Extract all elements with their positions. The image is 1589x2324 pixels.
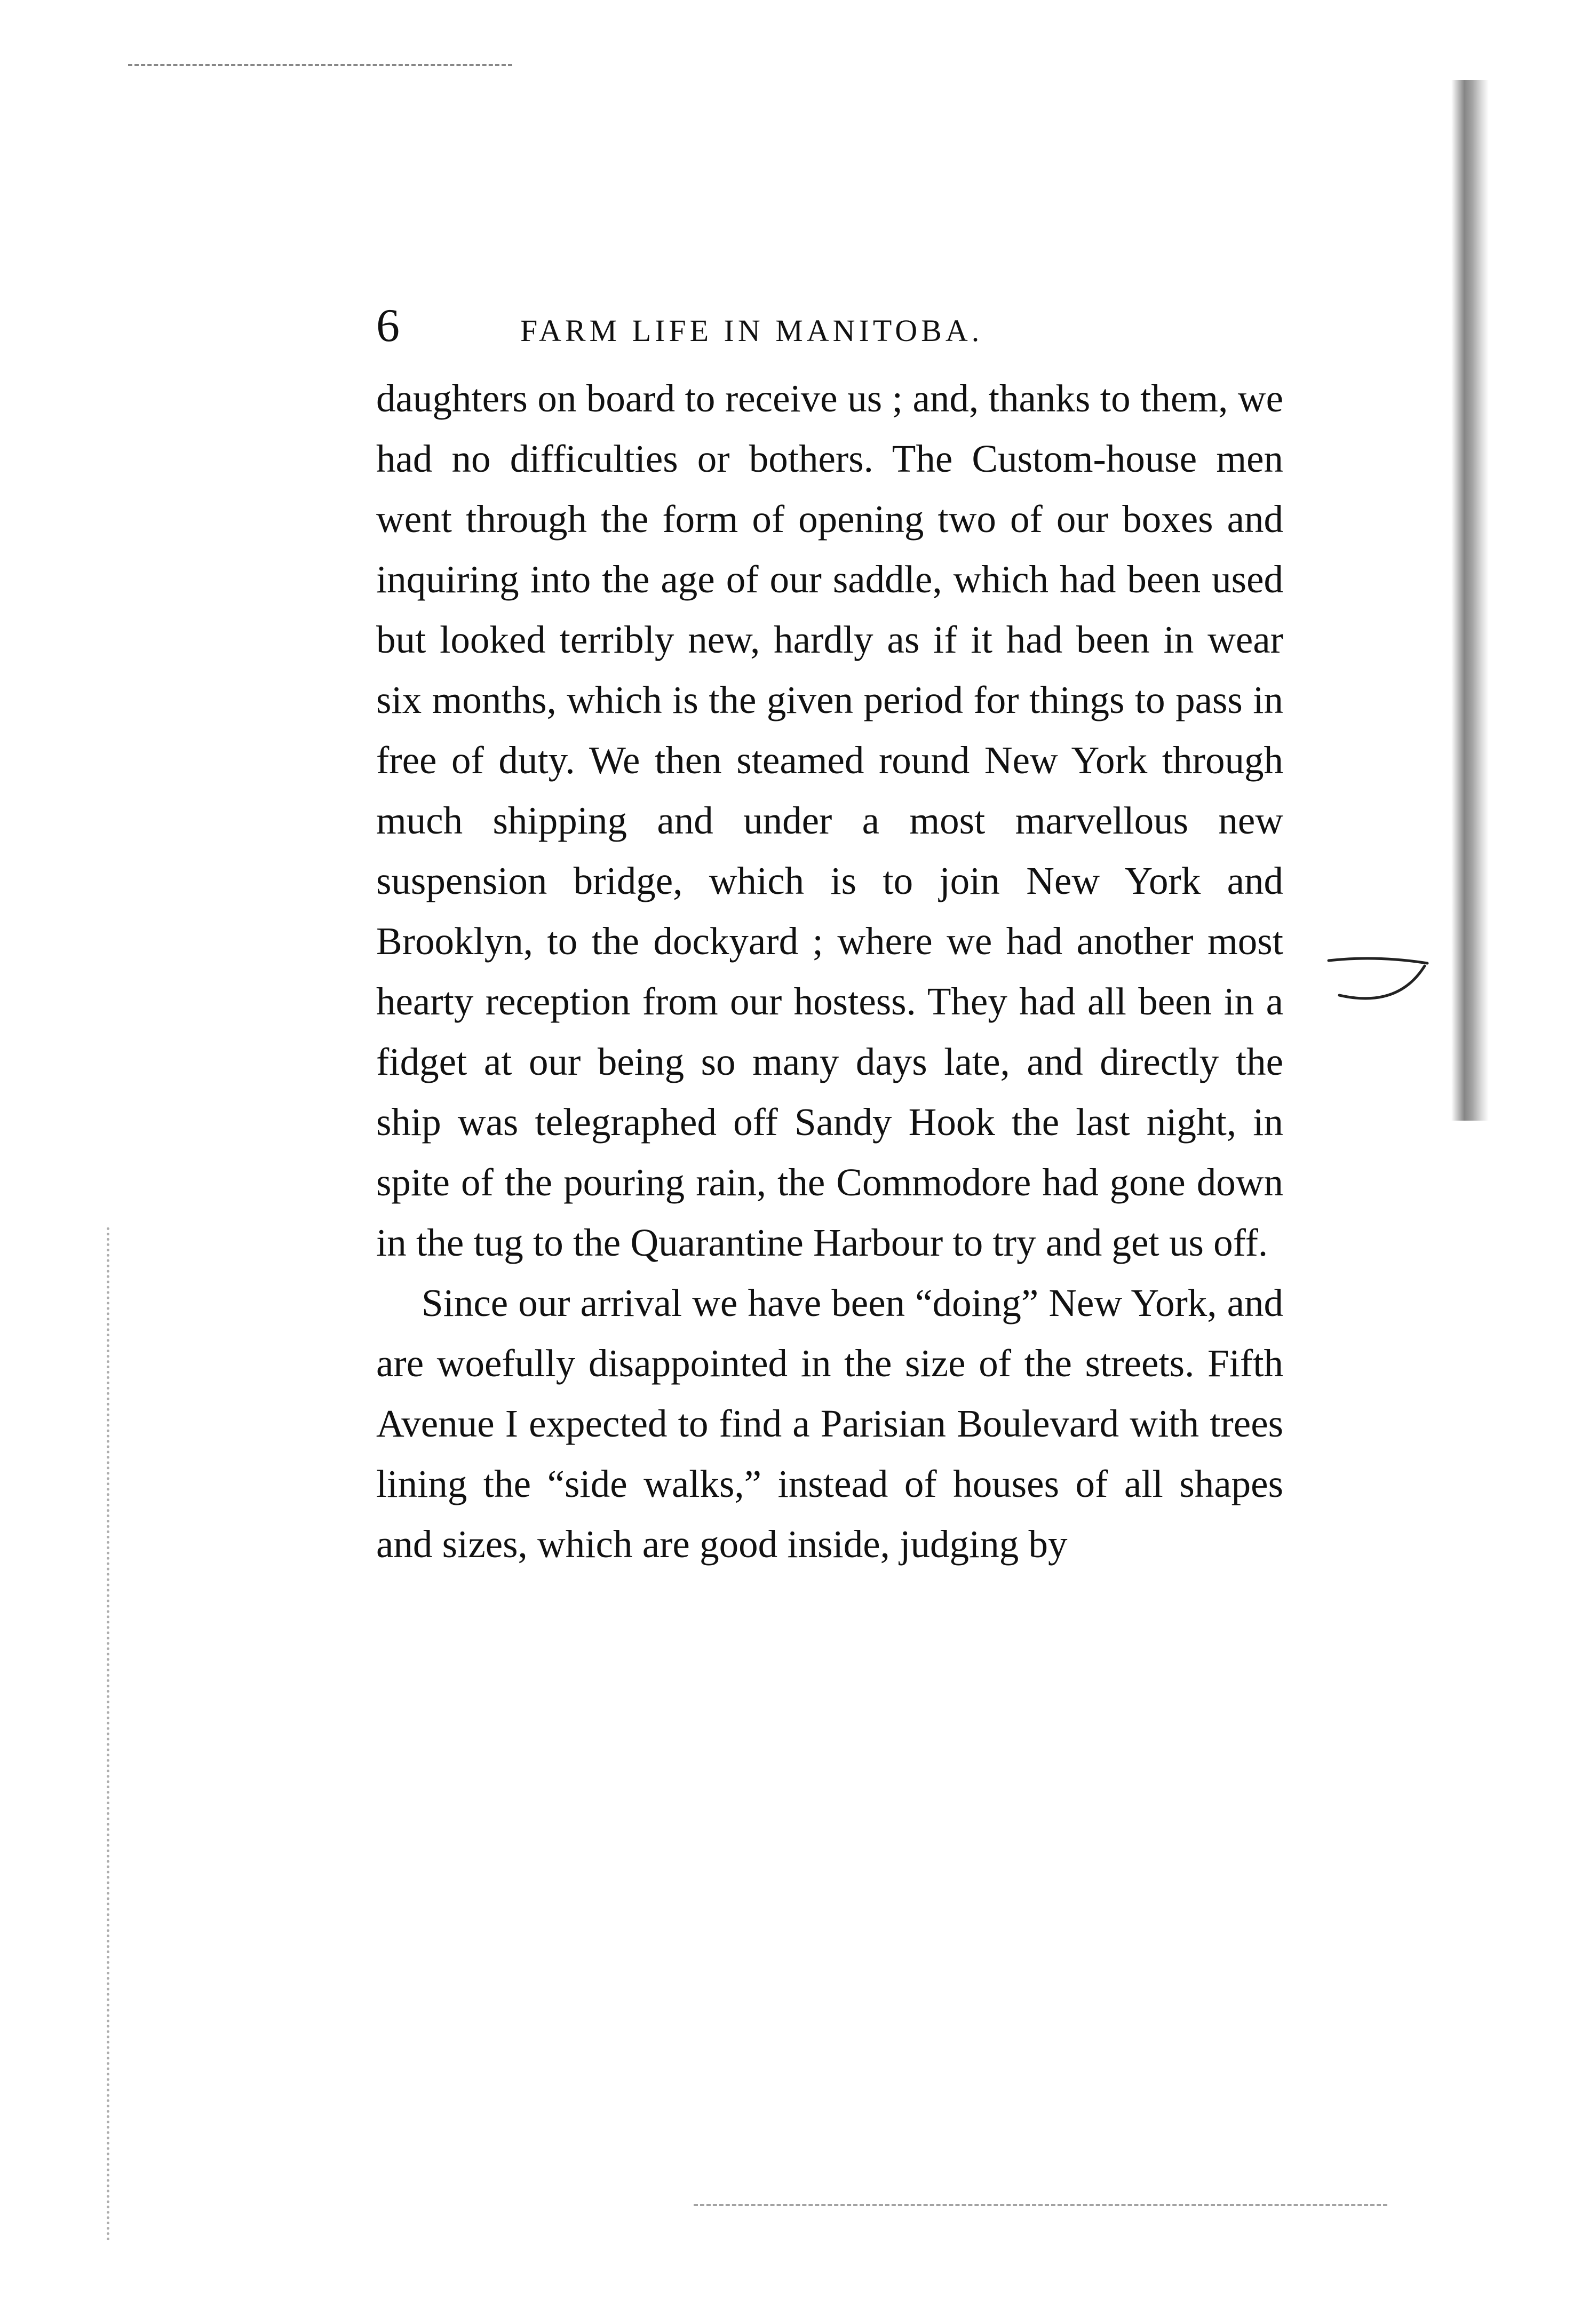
handwritten-margin-mark xyxy=(1318,945,1435,1030)
book-page xyxy=(376,299,1283,1574)
running-head: FARM LIFE IN MANITOBA. xyxy=(520,313,983,348)
scan-edge-top xyxy=(128,64,512,69)
page-header xyxy=(376,299,1283,358)
body-text xyxy=(376,368,1283,1574)
scan-edge-left xyxy=(107,1227,113,2241)
scan-edge-right xyxy=(1451,80,1489,1121)
page-number: 6 xyxy=(376,300,400,352)
paragraph: daughters on board to receive us ; and, thanks to them, we had no difficulties or bothers. The Custom-house men went through the form of opening two of our boxes and inquiring into the age of our saddle, which had been used but looked terribly new, hardly as if it had been in wear six months, which is the given period for things to pass in free of duty. We then steamed round New York through much shipping and under a most marvellous new suspension bridge, which is to join New York and Brooklyn, to the dockyard ; where we had another most hearty reception from our hostess. They had all been in a fidget at our being so many days late, and directly the ship was telegraphed off Sandy Hook the last night, in spite of the pouring rain, the Commodore had gone down in the tug to the Quarantine Harbour to try and get us off. xyxy=(376,377,1283,1264)
scan-edge-bottom xyxy=(694,2204,1387,2209)
paragraph: Since our arrival we have been “doing” New York, and are woefully disappointed in the size of the streets. Fifth Avenue I expected to find a Parisian Boulevard with trees lining the “side walks,” instead of houses of all shapes and sizes, which are good inside, judging by xyxy=(376,1281,1283,1566)
